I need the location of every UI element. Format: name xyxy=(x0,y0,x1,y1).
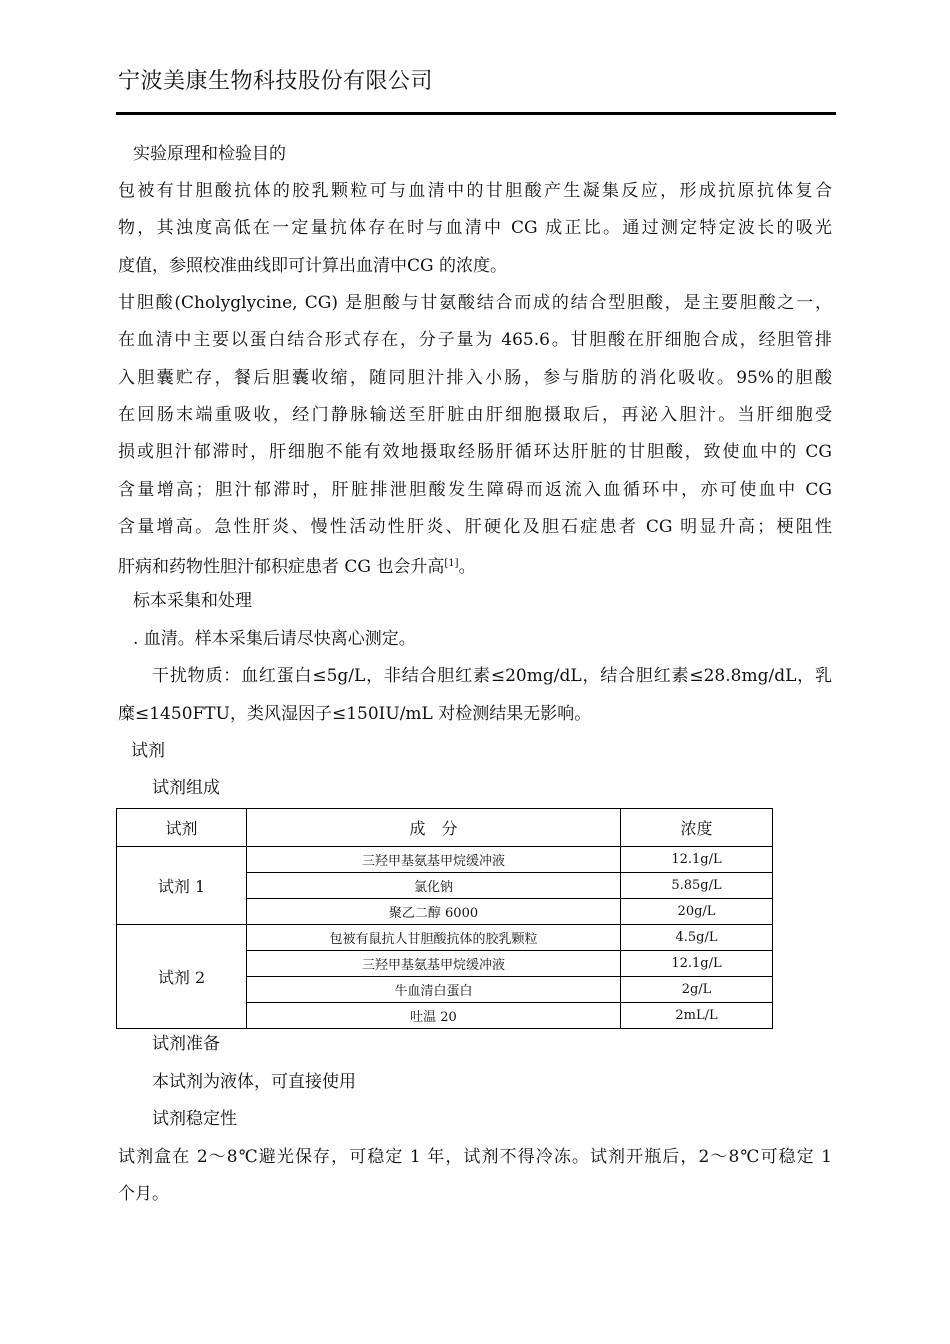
table-cell-concentration: 20g/L xyxy=(621,899,773,925)
principle-line-2: 物，其浊度高低在一定量抗体存在时与血清中 CG 成正比。通过测定特定波长的吸光 xyxy=(118,218,832,238)
table-row xyxy=(117,925,773,951)
table-cell-component: 三羟甲基氨基甲烷缓冲液 xyxy=(247,951,621,977)
principle-line-11-text: 肝病和药物性胆汁郁积症患者 CG 也会升高 xyxy=(118,557,445,577)
table-cell-component: 聚乙二醇 6000 xyxy=(247,899,621,925)
table-header-component: 成 分 xyxy=(247,809,621,847)
reagent-group-1: 试剂 1 xyxy=(117,847,247,925)
citation-reference: [1] xyxy=(444,558,459,569)
principle-line-3: 度值，参照校准曲线即可计算出血清中CG 的浓度。 xyxy=(118,256,507,276)
table-cell-concentration: 12.1g/L xyxy=(621,951,773,977)
principle-line-10: 含量增高。急性肝炎、慢性活动性肝炎、肝硬化及胆石症患者 CG 明显升高；梗阻性 xyxy=(118,517,832,537)
principle-line-5: 在血清中主要以蛋白结合形式存在，分子量为 465.6。甘胆酸在肝细胞合成，经胆管排 xyxy=(118,330,832,350)
table-cell-component: 牛血清白蛋白 xyxy=(247,977,621,1003)
table-cell-concentration: 2g/L xyxy=(621,977,773,1003)
reagent-preparation-text: 本试剂为液体，可直接使用 xyxy=(152,1072,356,1092)
principle-line-9: 含量增高；胆汁郁滞时，肝脏排泄胆酸发生障碍而返流入血循环中，亦可使血中 CG xyxy=(118,480,832,500)
table-header-concentration: 浓度 xyxy=(621,809,773,847)
table-cell-component: 三羟甲基氨基甲烷缓冲液 xyxy=(247,847,621,873)
principle-line-1: 包被有甘胆酸抗体的胶乳颗粒可与血清中的甘胆酸产生凝集反应，形成抗原抗体复合 xyxy=(118,181,832,201)
table-cell-concentration: 4.5g/L xyxy=(621,925,773,951)
principle-line-7: 在回肠末端重吸收，经门静脉输送至肝脏由肝细胞摄取后，再泌入胆汁。当肝细胞受 xyxy=(118,405,832,425)
header-divider xyxy=(116,112,836,115)
principle-line-11-end: 。 xyxy=(458,557,476,577)
section-title-specimen: 标本采集和处理 xyxy=(133,591,252,611)
company-header: 宁波美康生物科技股份有限公司 xyxy=(118,69,434,94)
table-header-reagent: 试剂 xyxy=(117,809,247,847)
stability-line-1: 试剂盒在 2～8℃避光保存，可稳定 1 年，试剂不得冷冻。试剂开瓶后，2～8℃可稳定 1 xyxy=(118,1147,832,1167)
principle-line-11 xyxy=(118,553,832,578)
specimen-line-3: 糜≤1450FTU，类风湿因子≤150IU/mL 对检测结果无影响。 xyxy=(118,704,592,724)
reagent-group-2: 试剂 2 xyxy=(117,925,247,1029)
table-cell-concentration: 12.1g/L xyxy=(621,847,773,873)
table-header-row xyxy=(117,809,773,847)
table-cell-component: 包被有鼠抗人甘胆酸抗体的胶乳颗粒 xyxy=(247,925,621,951)
table-cell-concentration: 5.85g/L xyxy=(621,873,773,899)
reagent-preparation-title: 试剂准备 xyxy=(152,1034,220,1054)
specimen-line-2: 干扰物质：血红蛋白≤5g/L，非结合胆红素≤20mg/dL，结合胆红素≤28.8mg/dL，乳 xyxy=(152,666,832,686)
table-row xyxy=(117,847,773,873)
stability-line-2: 个月。 xyxy=(118,1184,169,1204)
reagent-composition-table xyxy=(116,808,773,1029)
table-cell-component: 氯化钠 xyxy=(247,873,621,899)
principle-line-4: 甘胆酸(Cholyglycine, CG) 是胆酸与甘氨酸结合而成的结合型胆酸，是主要胆酸之一， xyxy=(118,293,832,313)
table-cell-concentration: 2mL/L xyxy=(621,1003,773,1029)
principle-line-6: 入胆囊贮存，餐后胆囊收缩，随同胆汁排入小肠，参与脂肪的消化吸收。95%的胆酸 xyxy=(118,368,832,388)
principle-line-8: 损或胆汁郁滞时，肝细胞不能有效地摄取经肠肝循环达肝脏的甘胆酸，致使血中的 CG xyxy=(118,442,832,462)
section-title-reagents: 试剂 xyxy=(131,741,165,761)
table-cell-component: 吐温 20 xyxy=(247,1003,621,1029)
section-title-principle: 实验原理和检验目的 xyxy=(133,144,286,164)
reagent-composition-title: 试剂组成 xyxy=(152,778,220,798)
specimen-line-1: . 血清。样本采集后请尽快离心测定。 xyxy=(133,629,416,649)
reagent-stability-title: 试剂稳定性 xyxy=(152,1109,237,1129)
